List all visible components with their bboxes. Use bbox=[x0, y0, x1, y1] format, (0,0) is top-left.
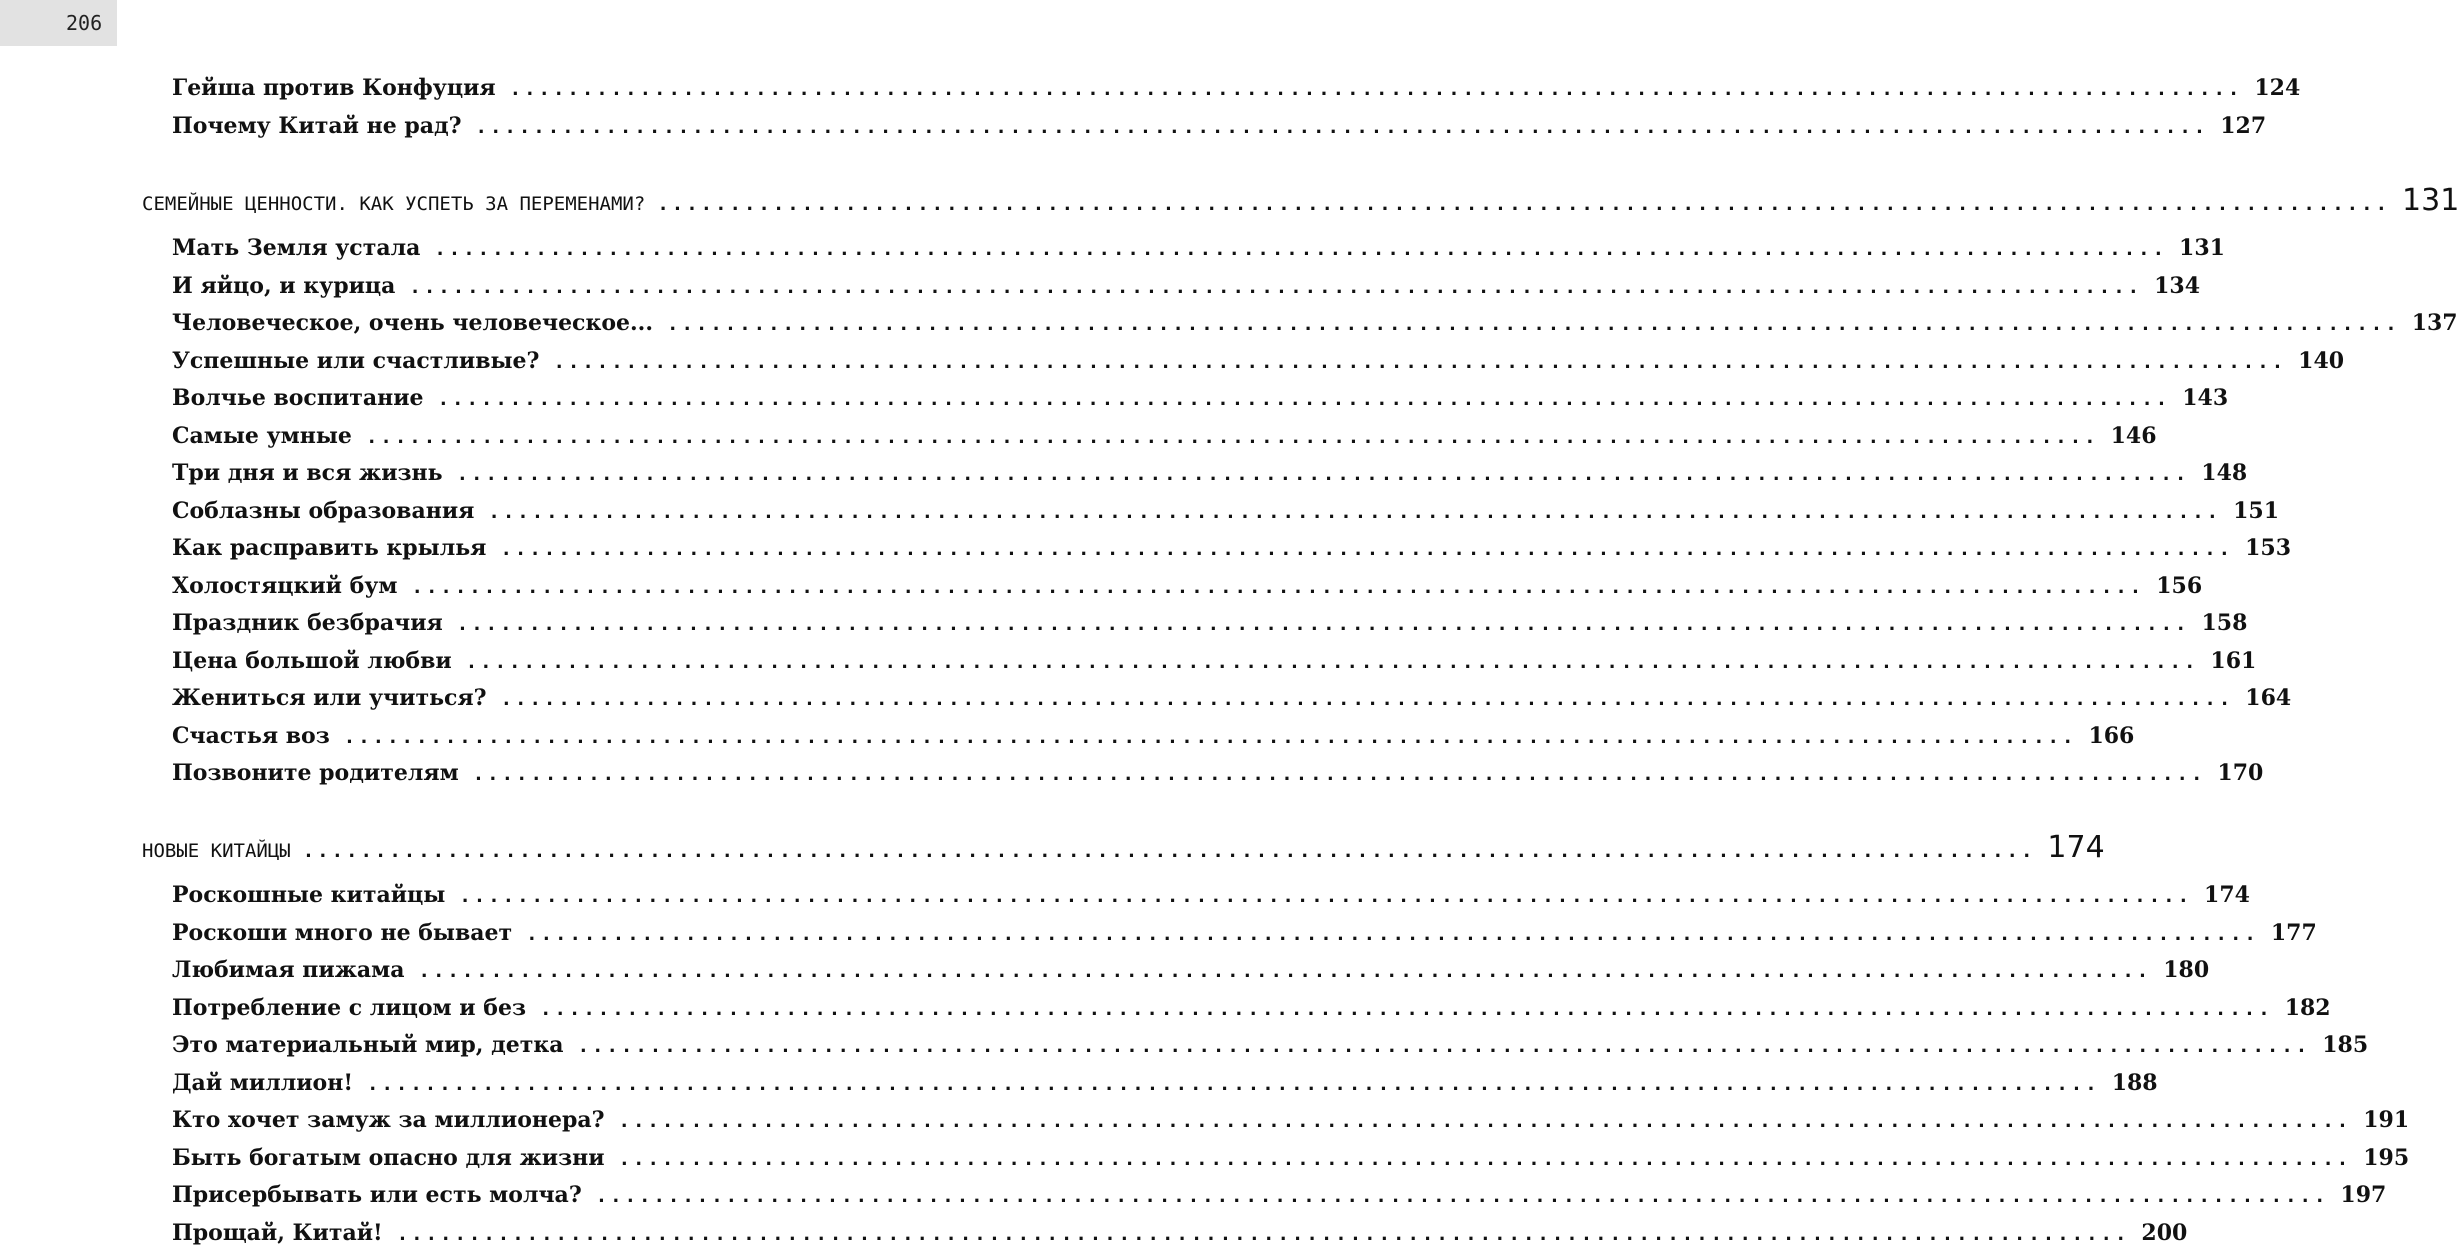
entry-page-number: 191 bbox=[2363, 1107, 2410, 1133]
section-title: НОВЫЕ КИТАЙЦЫ bbox=[142, 840, 291, 862]
entry-page-number: 158 bbox=[2201, 610, 2248, 636]
toc-entry[interactable] bbox=[172, 683, 2292, 713]
toc-entry[interactable] bbox=[172, 880, 2250, 910]
dot-leader: ........................................................................................................................ bbox=[465, 651, 2199, 673]
toc-entry[interactable] bbox=[172, 533, 2292, 563]
toc-entry[interactable] bbox=[172, 1218, 2188, 1248]
dot-leader: ........................................................................................................................ bbox=[526, 923, 2259, 945]
entry-page-number: 180 bbox=[2163, 957, 2210, 983]
entry-title: Потребление с лицом и без bbox=[172, 995, 526, 1021]
section-title: СЕМЕЙНЫЕ ЦЕННОСТИ. КАК УСПЕТЬ ЗА ПЕРЕМЕНАМИ? bbox=[142, 193, 646, 215]
dot-leader: ........................................................................................................................ bbox=[475, 116, 2209, 138]
dot-leader: ........................................................................................................................ bbox=[434, 238, 2168, 260]
dot-leader: ........................................................................................................................ bbox=[472, 763, 2206, 785]
dot-leader: ........................................................................................................................ bbox=[365, 426, 2099, 448]
entry-title: Волчье воспитание bbox=[172, 385, 424, 411]
entry-page-number: 177 bbox=[2270, 920, 2317, 946]
toc-entry[interactable] bbox=[172, 571, 2203, 601]
entry-title: Почему Китай не рад? bbox=[172, 113, 462, 139]
entry-title: Это материальный мир, детка bbox=[172, 1032, 564, 1058]
toc-entry[interactable] bbox=[172, 721, 2135, 751]
dot-leader: ........................................................................................................................ bbox=[459, 885, 2193, 907]
toc-entry[interactable] bbox=[172, 993, 2331, 1023]
entry-title: Счастья воз bbox=[172, 723, 330, 749]
entry-page-number: 161 bbox=[2210, 648, 2257, 674]
toc-entry[interactable] bbox=[172, 608, 2248, 638]
dot-leader: ........................................................................................................................ bbox=[657, 193, 2391, 215]
entry-page-number: 182 bbox=[2284, 995, 2331, 1021]
entry-page-number: 200 bbox=[2141, 1220, 2188, 1246]
section-page-number: 174 bbox=[2047, 830, 2105, 865]
entry-title: Быть богатым опасно для жизни bbox=[172, 1145, 605, 1171]
entry-page-number: 148 bbox=[2201, 460, 2248, 486]
dot-leader: ........................................................................................................................ bbox=[500, 688, 2234, 710]
toc-entry[interactable] bbox=[172, 1030, 2369, 1060]
section-page-number: 131 bbox=[2402, 183, 2459, 218]
dot-leader: ........................................................................................................................ bbox=[618, 1110, 2352, 1132]
entry-title: Роскошные китайцы bbox=[172, 882, 446, 908]
entry-title: Как расправить крылья bbox=[172, 535, 487, 561]
dot-leader: ........................................................................................................................ bbox=[396, 1223, 2130, 1245]
toc-entry[interactable] bbox=[172, 1068, 2158, 1098]
entry-title: И яйцо, и курица bbox=[172, 273, 396, 299]
entry-title: Мать Земля устала bbox=[172, 235, 421, 261]
dot-leader: ........................................................................................................................ bbox=[411, 576, 2145, 598]
entry-page-number: 127 bbox=[2220, 113, 2267, 139]
dot-leader: ........................................................................................................................ bbox=[500, 538, 2234, 560]
entry-page-number: 185 bbox=[2322, 1032, 2369, 1058]
entry-title: Соблазны образования bbox=[172, 498, 475, 524]
dot-leader: ........................................................................................................................ bbox=[343, 726, 2077, 748]
dot-leader: ........................................................................................................................ bbox=[540, 998, 2273, 1020]
page-number: 206 bbox=[66, 11, 103, 35]
entry-page-number: 156 bbox=[2156, 573, 2203, 599]
toc-entry[interactable] bbox=[172, 646, 2257, 676]
entry-page-number: 137 bbox=[2411, 310, 2458, 336]
entry-title: Роскоши много не бывает bbox=[172, 920, 513, 946]
page-number-tab bbox=[0, 0, 117, 46]
entry-page-number: 124 bbox=[2254, 75, 2301, 101]
entry-title: Дай миллион! bbox=[172, 1070, 353, 1096]
entry-page-number: 195 bbox=[2363, 1145, 2410, 1171]
entry-title: Человеческое, очень человеческое... bbox=[172, 310, 653, 336]
entry-page-number: 151 bbox=[2233, 498, 2280, 524]
dot-leader: ........................................................................................................................ bbox=[437, 388, 2171, 410]
toc-entry[interactable] bbox=[172, 308, 2458, 338]
toc-entry[interactable] bbox=[172, 918, 2317, 948]
toc-entry[interactable] bbox=[172, 1180, 2387, 1210]
entry-page-number: 197 bbox=[2340, 1182, 2387, 1208]
toc-entry[interactable] bbox=[172, 111, 2267, 141]
entry-page-number: 131 bbox=[2179, 235, 2225, 261]
entry-page-number: 140 bbox=[2298, 348, 2345, 374]
dot-leader: ........................................................................................................................ bbox=[367, 1073, 2100, 1095]
entry-page-number: 174 bbox=[2204, 882, 2250, 908]
toc-entry[interactable] bbox=[172, 421, 2157, 451]
entry-page-number: 153 bbox=[2245, 535, 2292, 561]
entry-page-number: 166 bbox=[2088, 723, 2135, 749]
entry-title: Цена большой любви bbox=[172, 648, 452, 674]
dot-leader: ........................................................................................................................ bbox=[418, 960, 2152, 982]
entry-title: Прощай, Китай! bbox=[172, 1220, 383, 1246]
entry-page-number: 146 bbox=[2110, 423, 2157, 449]
toc-entry[interactable] bbox=[172, 233, 2225, 263]
entry-title: Праздник безбрачия bbox=[172, 610, 443, 636]
entry-page-number: 143 bbox=[2182, 385, 2229, 411]
dot-leader: ........................................................................................................................ bbox=[488, 501, 2222, 523]
entry-title: Три дня и вся жизнь bbox=[172, 460, 443, 486]
toc-section-heading[interactable] bbox=[142, 181, 2459, 221]
entry-title: Любимая пижама bbox=[172, 957, 405, 983]
toc-entry[interactable] bbox=[172, 73, 2301, 103]
entry-title: Холостяцкий бум bbox=[172, 573, 398, 599]
entry-title: Успешные или счастливые? bbox=[172, 348, 540, 374]
entry-title: Жениться или учиться? bbox=[172, 685, 487, 711]
entry-page-number: 170 bbox=[2217, 760, 2264, 786]
toc-entry[interactable] bbox=[172, 955, 2210, 985]
dot-leader: ........................................................................................................................ bbox=[618, 1148, 2352, 1170]
toc-entry[interactable] bbox=[172, 271, 2201, 301]
dot-leader: ........................................................................................................................ bbox=[456, 613, 2190, 635]
toc-section-heading[interactable] bbox=[142, 828, 2105, 868]
dot-leader: ........................................................................................................................ bbox=[595, 1185, 2329, 1207]
toc-entry[interactable] bbox=[172, 758, 2264, 788]
dot-leader: ........................................................................................................................ bbox=[553, 351, 2287, 373]
dot-leader: ........................................................................................................................ bbox=[456, 463, 2190, 485]
toc-entry[interactable] bbox=[172, 458, 2248, 488]
entry-title: Самые умные bbox=[172, 423, 352, 449]
dot-leader: ........................................................................................................................ bbox=[667, 313, 2400, 335]
entry-title: Гейша против Конфуция bbox=[172, 75, 496, 101]
dot-leader: ........................................................................................................................ bbox=[409, 276, 2143, 298]
entry-title: Позвоните родителям bbox=[172, 760, 459, 786]
dot-leader: ........................................................................................................................ bbox=[509, 78, 2243, 100]
dot-leader: ........................................................................................................................ bbox=[577, 1035, 2311, 1057]
entry-page-number: 164 bbox=[2245, 685, 2292, 711]
toc-entry[interactable] bbox=[172, 1143, 2410, 1173]
toc-entry[interactable] bbox=[172, 346, 2345, 376]
entry-title: Присербывать или есть молча? bbox=[172, 1182, 582, 1208]
dot-leader: ........................................................................................................................ bbox=[302, 840, 2036, 862]
entry-page-number: 188 bbox=[2111, 1070, 2158, 1096]
toc-entry[interactable] bbox=[172, 496, 2280, 526]
toc-entry[interactable] bbox=[172, 1105, 2410, 1135]
entry-title: Кто хочет замуж за миллионера? bbox=[172, 1107, 605, 1133]
toc-entry[interactable] bbox=[172, 383, 2229, 413]
entry-page-number: 134 bbox=[2154, 273, 2201, 299]
